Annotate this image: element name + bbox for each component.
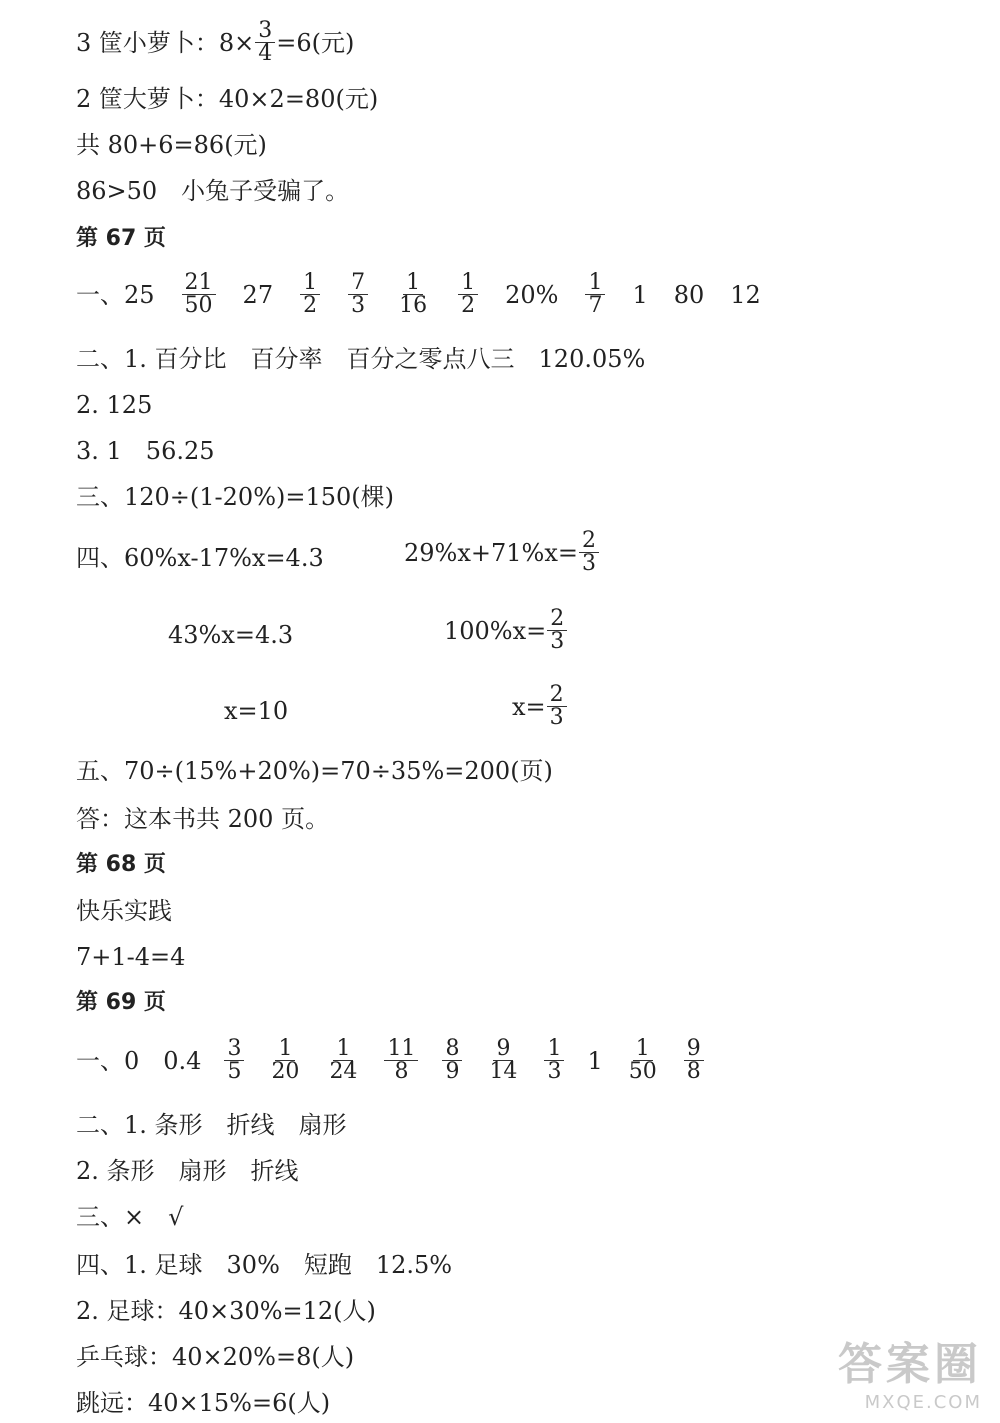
p67-section-2-1: 二、1. 百分比 百分率 百分之零点八三 120.05% bbox=[76, 345, 646, 373]
heading-page-68: 第 68 页 bbox=[76, 852, 166, 877]
answer-fraction bbox=[300, 272, 320, 317]
p67-section-4-d bbox=[444, 608, 568, 653]
fraction-denominator: 7 bbox=[588, 293, 603, 318]
answer-value: 20% bbox=[505, 280, 559, 309]
p69-section-2-2: 2. 条形 扇形 折线 bbox=[76, 1157, 299, 1185]
p67-answer: 答：这本书共 200 页。 bbox=[76, 805, 330, 833]
fraction-numerator: 1 bbox=[458, 272, 478, 295]
p68-line-1: 快乐实践 bbox=[76, 897, 172, 925]
fraction-numerator: 11 bbox=[384, 1038, 418, 1061]
fraction-denominator: 50 bbox=[184, 293, 213, 318]
fraction-denominator: 5 bbox=[227, 1059, 242, 1084]
line-total: 共 80+6=86(元) bbox=[76, 131, 267, 159]
answer-fraction bbox=[442, 1038, 462, 1083]
answer-fraction bbox=[348, 272, 368, 317]
answer-value: 27 bbox=[242, 280, 274, 309]
p67-section-3: 三、120÷(1-20%)=150(棵) bbox=[76, 483, 395, 511]
fraction-2-3 bbox=[547, 608, 567, 653]
fraction-numerator: 8 bbox=[442, 1038, 462, 1061]
p67-section-4-f bbox=[512, 684, 568, 729]
small-radish-prefix: 3 筐小萝卜：8× bbox=[76, 28, 255, 57]
fraction-numerator: 1 bbox=[300, 272, 320, 295]
p69-section-4-3: 乒乓球：40×20%=8(人) bbox=[76, 1343, 355, 1371]
fraction-numerator: 1 bbox=[585, 272, 605, 295]
answer-value: 1 bbox=[587, 1046, 603, 1075]
answer-fraction bbox=[396, 272, 430, 317]
answer-fraction bbox=[268, 1038, 302, 1083]
fraction-denominator: 4 bbox=[258, 41, 273, 66]
p69-section-3: 三、× √ bbox=[76, 1203, 184, 1231]
answer-value: 1 bbox=[632, 280, 648, 309]
fraction-numerator: 9 bbox=[493, 1038, 513, 1061]
p67-section-4-b bbox=[404, 530, 600, 575]
fraction-denominator: 3 bbox=[547, 1059, 562, 1084]
p67-section-4-c: 43%x=4.3 bbox=[168, 621, 294, 649]
watermark-logo bbox=[838, 1328, 982, 1413]
fraction-denominator: 3 bbox=[550, 629, 565, 654]
answer-value: 80 bbox=[673, 280, 705, 309]
fraction-denominator: 14 bbox=[489, 1059, 518, 1084]
answer-fraction bbox=[544, 1038, 564, 1083]
line-small-radish bbox=[76, 20, 354, 65]
fraction-2-3 bbox=[579, 530, 599, 575]
fraction-numerator: 1 bbox=[403, 272, 423, 295]
line-big-radish: 2 筐大萝卜：40×2=80(元) bbox=[76, 85, 379, 113]
fraction-3-4 bbox=[255, 20, 275, 65]
answer-fraction bbox=[626, 1038, 660, 1083]
fraction-numerator: 1 bbox=[633, 1038, 653, 1061]
p69-section-1-label: 一、0 0.4 bbox=[76, 1046, 202, 1075]
fraction-denominator: 50 bbox=[628, 1059, 657, 1084]
answer-fraction bbox=[326, 1038, 360, 1083]
p67-section-1-label: 一、25 bbox=[76, 280, 155, 309]
p67-section-2-3: 3. 1 56.25 bbox=[76, 437, 215, 465]
fraction-numerator: 1 bbox=[333, 1038, 353, 1061]
fraction-numerator: 7 bbox=[348, 272, 368, 295]
p68-line-2: 7+1-4=4 bbox=[76, 943, 186, 971]
p69-section-2-1: 二、1. 条形 折线 扇形 bbox=[76, 1111, 347, 1139]
fraction-numerator: 2 bbox=[579, 530, 599, 553]
fraction-numerator: 3 bbox=[224, 1038, 244, 1061]
p69-section-4-4: 跳远：40×15%=6(人) bbox=[76, 1389, 331, 1417]
watermark-sub: MXQE.COM bbox=[864, 1392, 982, 1413]
answer-fraction bbox=[458, 272, 478, 317]
fraction-numerator: 9 bbox=[684, 1038, 704, 1061]
heading-page-67: 第 67 页 bbox=[76, 226, 166, 251]
fraction-numerator: 21 bbox=[182, 272, 216, 295]
p67-section-5: 五、70÷(15%+20%)=70÷35%=200(页) bbox=[76, 757, 553, 785]
fraction-denominator: 24 bbox=[329, 1059, 358, 1084]
p69-section-4-2: 2. 足球：40×30%=12(人) bbox=[76, 1297, 376, 1325]
fraction-denominator: 9 bbox=[445, 1059, 460, 1084]
p67-section-4-a: 四、60%x-17%x=4.3 bbox=[76, 544, 324, 572]
small-radish-suffix: =6(元) bbox=[276, 28, 355, 57]
answer-fraction bbox=[486, 1038, 520, 1083]
watermark-main: 答案圈 bbox=[838, 1339, 982, 1390]
line-conclusion: 86>50 小兔子受骗了。 bbox=[76, 177, 350, 205]
fraction-denominator: 16 bbox=[399, 293, 428, 318]
equation-prefix: 29%x+71%x= bbox=[404, 538, 578, 567]
fraction-2-3 bbox=[547, 684, 567, 729]
fraction-denominator: 8 bbox=[686, 1059, 701, 1084]
answer-fraction bbox=[384, 1038, 418, 1083]
fraction-numerator: 2 bbox=[547, 684, 567, 707]
fraction-denominator: 3 bbox=[581, 551, 596, 576]
fraction-denominator: 3 bbox=[351, 293, 366, 318]
heading-page-69: 第 69 页 bbox=[76, 990, 166, 1015]
p67-section-4-e: x=10 bbox=[224, 697, 289, 725]
fraction-numerator: 1 bbox=[275, 1038, 295, 1061]
fraction-denominator: 3 bbox=[549, 705, 564, 730]
answer-fraction bbox=[684, 1038, 704, 1083]
p67-section-2-2: 2. 125 bbox=[76, 391, 153, 419]
fraction-numerator: 1 bbox=[544, 1038, 564, 1061]
p67-section-1 bbox=[76, 272, 761, 317]
fraction-numerator: 2 bbox=[547, 608, 567, 631]
equation-prefix: 100%x= bbox=[444, 616, 547, 645]
answer-fraction bbox=[585, 272, 605, 317]
answer-fraction bbox=[224, 1038, 244, 1083]
fraction-denominator: 20 bbox=[271, 1059, 300, 1084]
fraction-denominator: 2 bbox=[303, 293, 318, 318]
answer-fraction bbox=[182, 272, 216, 317]
p69-section-4-1: 四、1. 足球 30% 短跑 12.5% bbox=[76, 1251, 453, 1279]
fraction-denominator: 2 bbox=[461, 293, 476, 318]
equation-prefix: x= bbox=[512, 692, 546, 721]
fraction-numerator: 3 bbox=[255, 20, 275, 43]
answer-value: 12 bbox=[730, 280, 761, 309]
fraction-denominator: 8 bbox=[394, 1059, 409, 1084]
p69-section-1 bbox=[76, 1038, 705, 1083]
